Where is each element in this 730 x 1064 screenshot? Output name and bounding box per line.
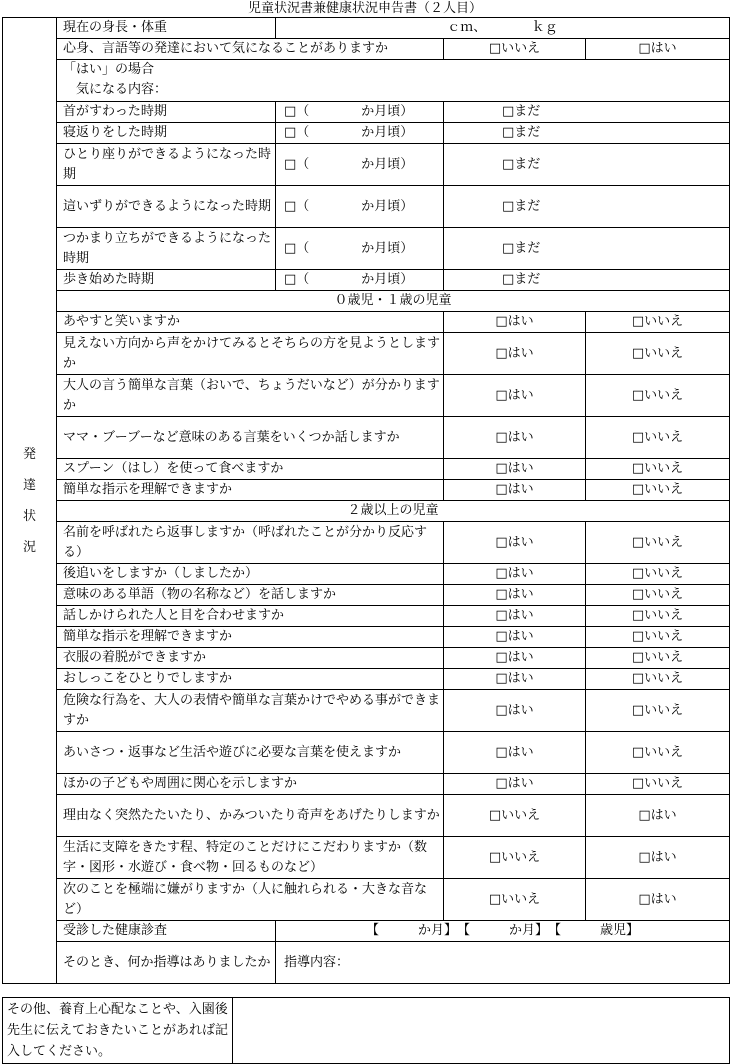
question-text: 衣服の着脱ができますか — [57, 648, 444, 669]
answer-option-1[interactable]: □はい — [444, 417, 586, 459]
milestone-not-yet-checkbox[interactable]: □まだ — [444, 144, 730, 186]
answer-option-1[interactable]: □はい — [444, 522, 586, 564]
answer-option-1[interactable]: □はい — [444, 774, 586, 795]
milestone-label: 歩き始めた時期 — [57, 270, 276, 291]
milestone-not-yet-checkbox[interactable]: □まだ — [444, 102, 730, 123]
answer-option-2[interactable]: □いいえ — [586, 669, 730, 690]
concern-detail-label: 気になる内容： — [76, 82, 168, 97]
question-text: あいさつ・返事など生活や遊びに必要な言葉を使えますか — [57, 732, 444, 774]
checkup-label: 受診した健康診査 — [57, 921, 276, 942]
concern-no-checkbox[interactable]: □いいえ — [444, 39, 586, 60]
section-label-text — [23, 439, 36, 563]
concern-yes-checkbox[interactable]: □はい — [586, 39, 730, 60]
answer-option-1[interactable]: □はい — [444, 459, 586, 480]
answer-option-1[interactable]: □はい — [444, 669, 586, 690]
answer-option-2[interactable]: □いいえ — [586, 417, 730, 459]
answer-option-2[interactable]: □いいえ — [586, 606, 730, 627]
milestone-not-yet-checkbox[interactable]: □まだ — [444, 123, 730, 144]
milestone-label: つかまり立ちができるようになった時期 — [57, 228, 276, 270]
question-text: ほかの子どもや周囲に関心を示しますか — [57, 774, 444, 795]
group1-header: ０歳児・１歳の児童 — [57, 291, 730, 312]
section-label-char: 達 — [22, 477, 36, 493]
answer-option-2[interactable]: □いいえ — [586, 585, 730, 606]
answer-option-2[interactable]: □いいえ — [586, 312, 730, 333]
answer-option-1[interactable]: □いいえ — [444, 795, 586, 837]
guidance-label: そのとき、何か指導はありましたか — [57, 942, 276, 984]
milestone-months-checkbox[interactable]: □（ か月頃） — [276, 144, 444, 186]
question-text: 次のことを極端に嫌がりますか（人に触れられる・大きな音など） — [57, 879, 444, 921]
section-label-development — [3, 18, 57, 984]
height-weight-field[interactable]: ｃｍ、 ｋｇ — [276, 18, 730, 39]
guidance-field[interactable]: 指導内容： — [276, 942, 730, 984]
answer-option-1[interactable]: □いいえ — [444, 837, 586, 879]
milestone-not-yet-checkbox[interactable]: □まだ — [444, 228, 730, 270]
group2-header: ２歳以上の児童 — [57, 501, 730, 522]
other-notes-table — [2, 997, 730, 1064]
question-text: 危険な行為を、大人の表情や簡単な言葉かけでやめる事ができますか — [57, 690, 444, 732]
answer-option-2[interactable]: □はい — [586, 837, 730, 879]
question-text: 意味のある単語（物の名称など）を話しますか — [57, 585, 444, 606]
answer-option-2[interactable]: □いいえ — [586, 648, 730, 669]
question-text: 話しかけられた人と目を合わせますか — [57, 606, 444, 627]
question-text: 見えない方向から声をかけてみるとそちらの方を見ようとしますか — [57, 333, 444, 375]
answer-option-2[interactable]: □いいえ — [586, 375, 730, 417]
milestone-label: 寝返りをした時期 — [57, 123, 276, 144]
question-text: 名前を呼ばれたら返事しますか（呼ばれたことが分かり反応する） — [57, 522, 444, 564]
milestone-months-checkbox[interactable]: □（ か月頃） — [276, 228, 444, 270]
question-text: スプーン（はし）を使って食べますか — [57, 459, 444, 480]
answer-option-2[interactable]: □いいえ — [586, 732, 730, 774]
answer-option-1[interactable]: □はい — [444, 333, 586, 375]
milestone-label: 首がすわった時期 — [57, 102, 276, 123]
question-text: ママ・ブーブーなど意味のある言葉をいくつか話しますか — [57, 417, 444, 459]
answer-option-1[interactable]: □いいえ — [444, 879, 586, 921]
section-label-char: 況 — [22, 539, 36, 555]
concern-detail-field[interactable] — [57, 60, 730, 102]
checkup-field[interactable]: 【 か月】 【 か月】 【 歳児】 — [276, 921, 730, 942]
answer-option-1[interactable]: □はい — [444, 564, 586, 585]
answer-option-2[interactable]: □はい — [586, 795, 730, 837]
answer-option-1[interactable]: □はい — [444, 648, 586, 669]
question-text: 後追いをしますか（しましたか） — [57, 564, 444, 585]
question-text: おしっこをひとりでしますか — [57, 669, 444, 690]
answer-option-1[interactable]: □はい — [444, 606, 586, 627]
concern-detail-condition: 「はい」の場合 — [63, 62, 155, 77]
answer-option-2[interactable]: □いいえ — [586, 459, 730, 480]
milestone-not-yet-checkbox[interactable]: □まだ — [444, 186, 730, 228]
milestone-label: 這いずりができるようになった時期 — [57, 186, 276, 228]
section-label-char: 状 — [22, 508, 36, 524]
question-text: 大人の言う簡単な言葉（おいで、ちょうだいなど）が分かりますか — [57, 375, 444, 417]
answer-option-2[interactable]: □いいえ — [586, 774, 730, 795]
answer-option-2[interactable]: □いいえ — [586, 627, 730, 648]
concern-question: 心身、言語等の発達において気になることがありますか — [57, 39, 444, 60]
page-title: 児童状況書兼健康状況申告書（２人目） — [247, 1, 482, 16]
answer-option-1[interactable]: □はい — [444, 732, 586, 774]
development-table — [2, 17, 730, 984]
answer-option-2[interactable]: □はい — [586, 879, 730, 921]
question-text: あやすと笑いますか — [57, 312, 444, 333]
question-text: 生活に支障をきたす程、特定のことだけにこだわりますか（数字・図形・水遊び・食べ物・回るものなど） — [57, 837, 444, 879]
question-text: 理由なく突然たたいたり、かみついたり奇声をあげたりしますか — [57, 795, 444, 837]
milestone-label: ひとり座りができるようになった時期 — [57, 144, 276, 186]
height-weight-label: 現在の身長・体重 — [57, 18, 276, 39]
answer-option-1[interactable]: □はい — [444, 627, 586, 648]
answer-option-2[interactable]: □いいえ — [586, 522, 730, 564]
other-notes-label: その他、養育上心配なことや、入園後先生に伝えておきたいことがあれば記入してください。 — [3, 998, 233, 1064]
other-notes-field[interactable] — [233, 998, 730, 1064]
milestone-months-checkbox[interactable]: □（ か月頃） — [276, 102, 444, 123]
answer-option-1[interactable]: □はい — [444, 690, 586, 732]
answer-option-1[interactable]: □はい — [444, 585, 586, 606]
answer-option-2[interactable]: □いいえ — [586, 333, 730, 375]
answer-option-1[interactable]: □はい — [444, 312, 586, 333]
answer-option-2[interactable]: □いいえ — [586, 690, 730, 732]
question-text: 簡単な指示を理解できますか — [57, 627, 444, 648]
answer-option-1[interactable]: □はい — [444, 480, 586, 501]
milestone-not-yet-checkbox[interactable]: □まだ — [444, 270, 730, 291]
answer-option-2[interactable]: □いいえ — [586, 564, 730, 585]
section-label-char: 発 — [22, 446, 36, 462]
milestone-months-checkbox[interactable]: □（ か月頃） — [276, 270, 444, 291]
question-text: 簡単な指示を理解できますか — [57, 480, 444, 501]
answer-option-2[interactable]: □いいえ — [586, 480, 730, 501]
answer-option-1[interactable]: □はい — [444, 375, 586, 417]
milestone-months-checkbox[interactable]: □（ か月頃） — [276, 186, 444, 228]
milestone-months-checkbox[interactable]: □（ か月頃） — [276, 123, 444, 144]
